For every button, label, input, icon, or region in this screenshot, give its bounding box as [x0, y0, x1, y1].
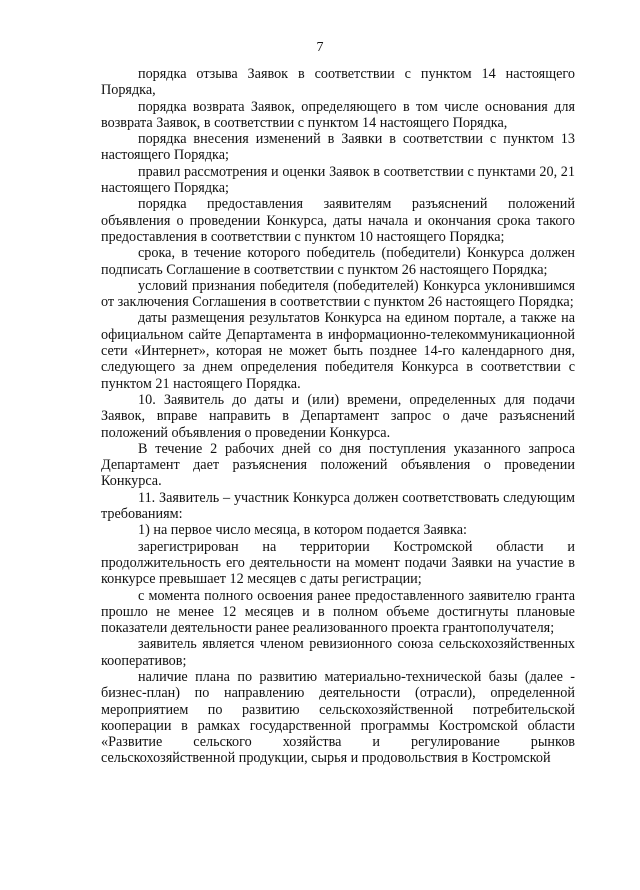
paragraph: порядка возврата Заявок, определяющего в том числе основания для возврата Заявок, в соответствии с пунктом 14 настоящего Порядка, — [101, 98, 575, 131]
paragraph: заявитель является членом ревизионного союза сельскохозяйственных кооперативов; — [101, 636, 575, 669]
paragraph: зарегистрирован на территории Костромской области и продолжительность его деятельности на момент подачи Заявки на участие в конкурсе превышает 12 месяцев с даты регистрации; — [101, 538, 575, 588]
paragraph: 11. Заявитель – участник Конкурса должен соответствовать следующим требованиям: — [101, 489, 575, 523]
paragraph: порядка предоставления заявителям разъяснений положений объявления о проведении Конкурса, даты начала и окончания срока такого предоставления в соответствии с пунктом 10 настоящего Порядка; — [101, 196, 575, 245]
paragraph: условий признания победителя (победителей) Конкурса уклонившимся от заключения Соглашения в соответствии с пунктом 26 настоящего Порядка; — [101, 277, 575, 311]
paragraph: наличие плана по развитию материально-технической базы (далее - бизнес-план) по направлению деятельности (отрасли), определенной мероприятием по развитию сельскохозяйственной потребительской кооперации в рамках государственной программы Костромской области «Развитие сельского хозяйства и регулирование рынков сельскохозяйственной продукции, сырья и продовольствия в Костромской — [101, 668, 575, 767]
paragraph: 1) на первое число месяца, в котором подается Заявка: — [138, 522, 467, 539]
paragraph: порядка внесения изменений в Заявки в соответствии с пунктом 13 настоящего Порядка; — [101, 131, 575, 164]
page-number: 7 — [316, 40, 324, 55]
paragraph: 10. Заявитель до даты и (или) времени, определенных для подачи Заявок, вправе направить в Департамент запрос о даче разъяснений положений объявления о проведении Конкурса. — [101, 391, 575, 441]
paragraph: порядка отзыва Заявок в соответствии с пунктом 14 настоящего Порядка, — [101, 66, 575, 99]
paragraph: срока, в течение которого победитель (победители) Конкурса должен подписать Соглашение в соответствии с пунктом 26 настоящего Порядка; — [101, 245, 575, 278]
paragraph: правил рассмотрения и оценки Заявок в соответствии с пунктами 20, 21 настоящего Порядка; — [101, 163, 575, 197]
paragraph: с момента полного освоения ранее предоставленного заявителю гранта прошло не менее 12 месяцев и в полном объеме достигнуты плановые показатели деятельности ранее реализованного проекта грантополучателя; — [101, 587, 575, 637]
paragraph: даты размещения результатов Конкурса на едином портале, а также на официальном сайте Департамента в информационно-телекоммуникационной сети «Интернет», которая не может быть позднее 14-го календарного дня, следующего за днем определения победителя Конкурса в соответствии с пунктом 21 настоящего Порядка. — [101, 310, 575, 392]
body-text — [101, 66, 575, 767]
paragraph: В течение 2 рабочих дней со дня поступления указанного запроса Департамент дает разъяснения положений объявления о проведении Конкурса. — [101, 440, 575, 490]
